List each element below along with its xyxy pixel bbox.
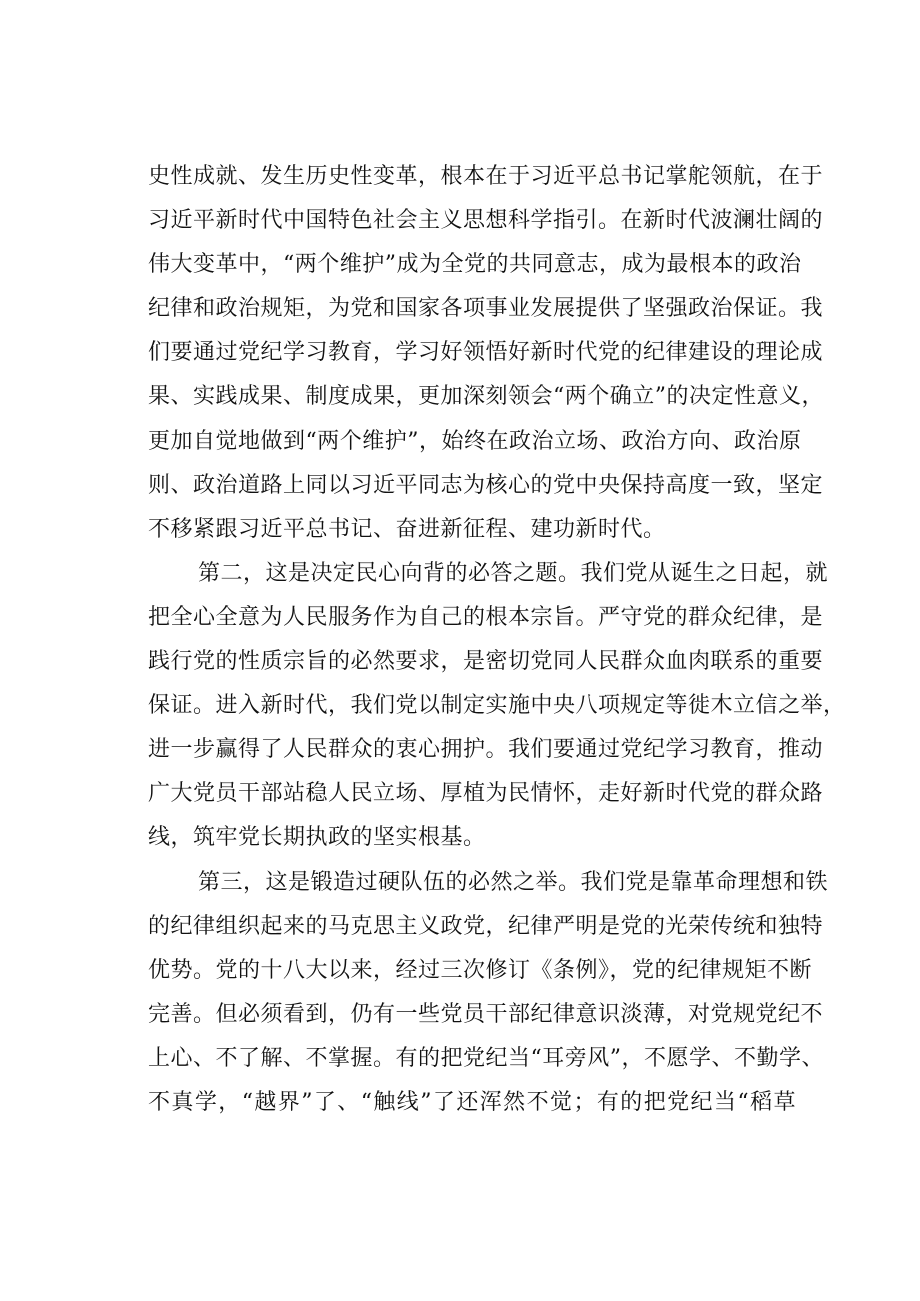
text-line: 果、实践成果、制度成果，更加深刻领会“两个确立”的决定性意义， — [148, 384, 824, 410]
text-line: 践行党的性质宗旨的必然要求，是密切党同人民群众血肉联系的重要 — [148, 649, 824, 675]
text-line: 第三，这是锻造过硬队伍的必然之举。我们党是靠革命理想和铁 — [198, 869, 829, 895]
paragraph-second — [148, 552, 846, 861]
text-line: 不真学，“越界”了、“触线”了还浑然不觉；有的把党纪当“稻草 — [148, 1089, 796, 1115]
text-line: 习近平新时代中国特色社会主义思想科学指引。在新时代波澜壮阔的 — [148, 208, 824, 234]
text-line: 保证。进入新时代，我们党以制定实施中央八项规定等徙木立信之举， — [148, 693, 846, 719]
text-line: 广大党员干部站稳人民立场、厚植为民情怀，走好新时代党的群众路 — [148, 781, 824, 807]
body-text — [148, 155, 846, 1125]
text-line: 把全心全意为人民服务作为自己的根本宗旨。严守党的群众纪律，是 — [148, 604, 824, 630]
text-line: 优势。党的十八大以来，经过三次修订《条例》，党的纪律规矩不断 — [148, 957, 813, 983]
text-line: 的纪律组织起来的马克思主义政党，纪律严明是党的光荣传统和独特 — [148, 913, 824, 939]
text-line: 伟大变革中，“两个维护”成为全党的共同意志，成为最根本的政治 — [148, 252, 802, 278]
text-line: 不移紧跟习近平总书记、奋进新征程、建功新时代。 — [148, 516, 666, 542]
text-line: 更加自觉地做到“两个维护”，始终在政治立场、政治方向、政治原 — [148, 428, 802, 454]
text-line: 线，筑牢党长期执政的坚实根基。 — [148, 825, 486, 851]
text-line: 进一步赢得了人民群众的衷心拥护。我们要通过党纪学习教育，推动 — [148, 737, 824, 763]
text-line: 完善。但必须看到，仍有一些党员干部纪律意识淡薄，对党规党纪不 — [148, 1001, 824, 1027]
text-line: 第二，这是决定民心向背的必答之题。我们党从诞生之日起，就 — [198, 560, 829, 586]
paragraph-continued — [148, 155, 824, 552]
text-line: 上心、不了解、不掌握。有的把党纪当“耳旁风”，不愿学、不勤学、 — [148, 1045, 824, 1071]
text-line: 则、政治道路上同以习近平同志为核心的党中央保持高度一致，坚定 — [148, 472, 824, 498]
text-line: 纪律和政治规矩，为党和国家各项事业发展提供了坚强政治保证。我 — [148, 296, 824, 322]
paragraph-third — [148, 861, 829, 1126]
text-line: 史性成就、发生历史性变革，根本在于习近平总书记掌舵领航，在于 — [148, 164, 824, 189]
text-line: 们要通过党纪学习教育，学习好领悟好新时代党的纪律建设的理论成 — [148, 340, 824, 366]
